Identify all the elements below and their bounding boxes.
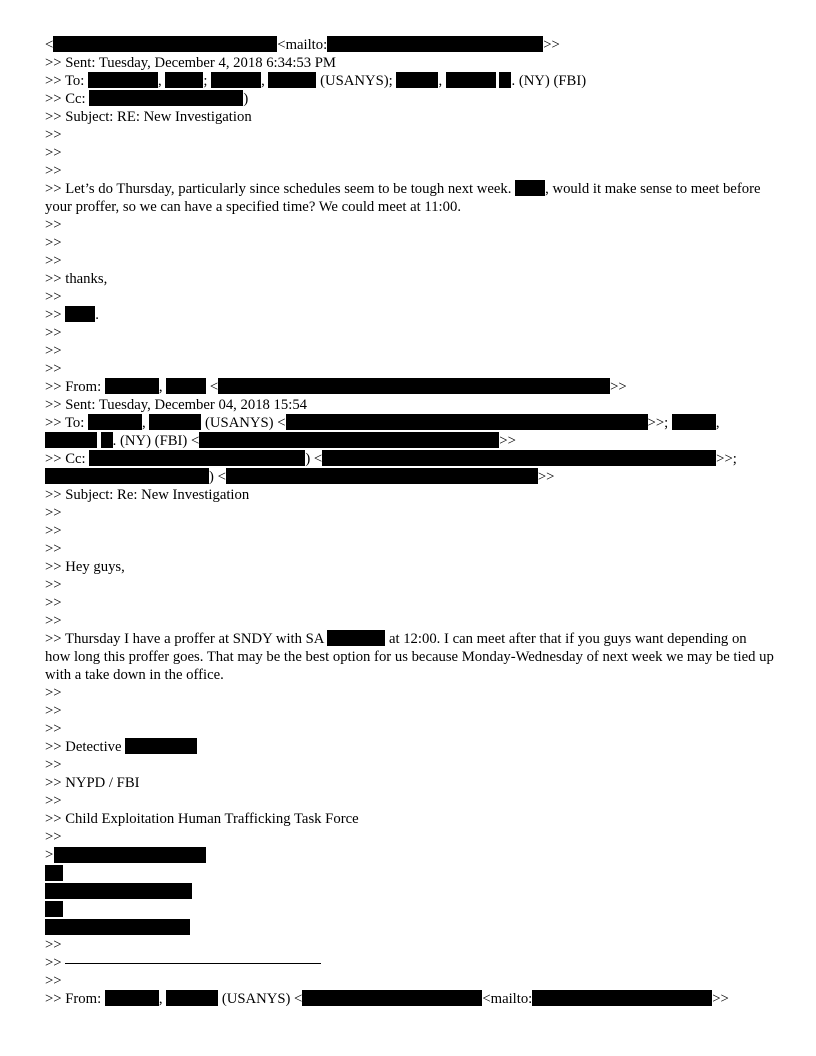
earlier-from-line xyxy=(45,990,775,1008)
email-thread xyxy=(45,36,775,1008)
reply-body-end: , would it make sense to meet before your proffer, so we can have a specified time? We could meet at 11:00. xyxy=(45,181,761,215)
redaction xyxy=(218,378,610,394)
quote-marker: >> xyxy=(45,541,62,557)
redaction xyxy=(322,450,716,466)
original-sent-line: >> Sent: Tuesday, December 04, 2018 15:54 xyxy=(45,397,308,413)
quote-marker: >> xyxy=(45,829,62,845)
reply-subject-line: >> Subject: RE: New Investigation xyxy=(45,109,252,125)
original-body-paragraph xyxy=(45,630,775,684)
quote-marker: >> xyxy=(45,595,62,611)
original-subject-line: >> Subject: Re: New Investigation xyxy=(45,487,250,503)
redaction xyxy=(45,468,209,484)
redaction xyxy=(302,990,482,1006)
cc-separator: >>; xyxy=(716,451,737,467)
redaction xyxy=(499,72,511,88)
to-agency-usanys: (USANYS); xyxy=(316,73,393,89)
redaction xyxy=(45,883,192,899)
signature-detective xyxy=(45,738,775,756)
original-from-line xyxy=(45,378,775,396)
quote-marker: >> xyxy=(45,937,62,953)
comma: , xyxy=(142,415,150,431)
quote-marker: >> xyxy=(45,217,62,233)
quote-marker: >> xyxy=(45,793,62,809)
quote-marker: >> xyxy=(45,325,62,341)
redaction xyxy=(166,990,218,1006)
redaction xyxy=(54,847,206,863)
redaction xyxy=(88,72,158,88)
reply-cc-line xyxy=(45,90,775,108)
quote-marker: >> xyxy=(45,703,62,719)
original-cc-line xyxy=(45,450,775,468)
original-body-start: >> Thursday I have a proffer at SNDY with SA xyxy=(45,631,328,647)
reply-signature xyxy=(45,306,775,324)
redaction xyxy=(105,378,159,394)
quote-marker: >> xyxy=(45,235,62,251)
redaction xyxy=(211,72,261,88)
comma: , xyxy=(158,991,167,1007)
quote-marker: >> xyxy=(45,685,62,701)
horizontal-rule xyxy=(65,954,321,964)
redaction xyxy=(165,72,203,88)
reply-closing: >> thanks, xyxy=(45,271,108,287)
redaction xyxy=(327,36,543,52)
redaction xyxy=(101,432,113,448)
quote-marker: >> xyxy=(45,343,62,359)
sig-end: . xyxy=(95,307,99,323)
cc-label: >> Cc: xyxy=(45,91,86,107)
redaction xyxy=(226,468,538,484)
quote-marker: >> xyxy=(45,127,62,143)
original-to-line-cont xyxy=(45,432,775,450)
original-cc-line-cont xyxy=(45,468,775,486)
cc-label: >> Cc: xyxy=(45,451,90,467)
redaction xyxy=(396,72,438,88)
to-label: >> To: xyxy=(45,73,85,89)
quote-marker: >> xyxy=(45,163,62,179)
redaction xyxy=(89,450,305,466)
reply-mailto-line xyxy=(45,36,775,54)
original-to-line: >> To: , (USANYS) < >>; , xyxy=(45,415,720,431)
sig-lead: >> xyxy=(45,307,66,323)
redaction xyxy=(45,919,190,935)
signature-taskforce: >> Child Exploitation Human Trafficking Task Force xyxy=(45,811,359,827)
redaction xyxy=(53,36,277,52)
quote-marker: >> xyxy=(45,577,62,593)
to-agency-fbi: . (NY) (FBI) xyxy=(511,73,587,89)
mailto-close: >> xyxy=(712,991,729,1007)
from-label: >> From: xyxy=(45,991,105,1007)
cc-close: ) xyxy=(243,91,249,107)
redaction xyxy=(88,414,142,430)
mailto-open: <mailto: xyxy=(482,991,533,1007)
quote-marker: >> xyxy=(45,613,62,629)
quote-marker: >> xyxy=(45,721,62,737)
quote-marker: >> xyxy=(45,289,62,305)
quote-marker: >> xyxy=(45,361,62,377)
from-label: >> From: xyxy=(45,379,105,395)
reply-body-start: >> Let’s do Thursday, particularly since schedules seem to be tough next week. xyxy=(45,181,516,197)
reply-to-line: >> To: , ; , (USANYS); , . (NY) (FBI) xyxy=(45,73,587,89)
original-body-end: at 12:00. I can meet after that if you guys want depending on how long this proffer goes. That may be the best option for us because Monday-Wednesday of next week we may be tied up with a take down in the office. xyxy=(45,631,774,683)
redaction xyxy=(515,180,545,196)
angle-close: >> xyxy=(499,433,516,449)
quote-marker: >> xyxy=(45,757,62,773)
redaction xyxy=(89,90,243,106)
to-separator: >>; xyxy=(647,415,672,431)
cc-mid: ) < xyxy=(305,451,323,467)
mailto-open: <mailto: xyxy=(277,37,328,53)
angle-close: >> xyxy=(537,469,555,485)
angle-open: < xyxy=(45,37,54,53)
mailto-close: >> xyxy=(543,37,560,53)
quote-marker: >> xyxy=(45,973,62,989)
sig-lead: >> xyxy=(45,955,66,971)
angle-close: >> xyxy=(610,379,627,395)
redaction xyxy=(105,990,159,1006)
redaction xyxy=(166,378,206,394)
redaction xyxy=(268,72,316,88)
redaction xyxy=(286,414,648,430)
redaction xyxy=(672,414,716,430)
reply-body-paragraph xyxy=(45,180,775,216)
redaction xyxy=(65,306,95,322)
redaction xyxy=(532,990,712,1006)
angle-open: < xyxy=(206,379,219,395)
to-label: >> To: xyxy=(45,415,89,431)
reply-sent-line: >> Sent: Tuesday, December 4, 2018 6:34:53 PM xyxy=(45,55,336,71)
comma: , xyxy=(158,379,167,395)
redaction xyxy=(149,414,201,430)
redaction xyxy=(45,432,97,448)
redacted-signature-block xyxy=(45,846,775,936)
redaction xyxy=(327,630,385,646)
to-agency-usanys: (USANYS) < xyxy=(201,415,286,431)
angle-close: > xyxy=(45,847,54,863)
redaction xyxy=(45,865,63,881)
to-agency-fbi: . (NY) (FBI) < xyxy=(112,433,200,449)
redaction xyxy=(125,738,197,754)
sig-detective-label: >> Detective xyxy=(45,739,126,755)
quote-marker: >> xyxy=(45,145,62,161)
signature-unit: >> NYPD / FBI xyxy=(45,775,140,791)
cc-mid: ) < xyxy=(209,469,226,485)
original-greeting: >> Hey guys, xyxy=(45,559,125,575)
redaction xyxy=(45,901,63,917)
redaction xyxy=(199,432,499,448)
quote-marker: >> xyxy=(45,505,62,521)
quote-marker: >> xyxy=(45,253,62,269)
redaction xyxy=(446,72,496,88)
quote-marker: >> xyxy=(45,523,62,539)
agency-usanys: (USANYS) < xyxy=(218,991,303,1007)
separator-line xyxy=(45,954,775,972)
